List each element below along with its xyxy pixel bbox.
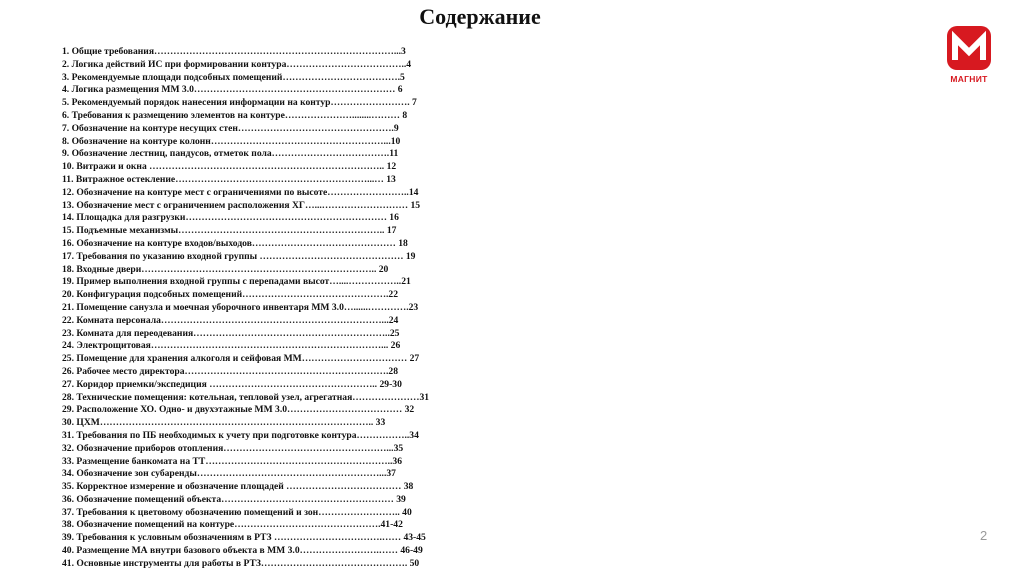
toc-entry: 41. Основные инструменты для работы в РТЗ………………………………………. 50 <box>62 557 420 569</box>
toc-entry: 35. Корректное измерение и обозначение площадей ……………………………… 38 <box>62 481 414 493</box>
toc-entry: 21. Помещение санузла и моечная уборочного инвентаря ММ 3.0…......………….23 <box>62 301 419 313</box>
page-number: 2 <box>980 528 988 543</box>
toc-entry: 5. Рекомендуемый порядок нанесения информации на контур……………………. 7 <box>62 97 417 109</box>
toc-entry: 14. Площадка для разгрузки……………………………………………………… 16 <box>62 212 399 224</box>
toc-entry: 13. Обозначение мест с ограничением расположения ХГ…...……………………… 15 <box>62 199 421 211</box>
toc-entry: 7. Обозначение на контуре несущих стен………………………………………….9 <box>62 122 399 134</box>
toc-entry: 40. Размещение МА внутри базового объекта в ММ 3.0…………………….…… 46-49 <box>62 545 423 557</box>
toc-entry: 16. Обозначение на контуре входов/выходов……………………………………… 18 <box>62 237 408 249</box>
toc-entry: 36. Обозначение помещений объекта……………………………………………… 39 <box>62 493 406 505</box>
toc-entry: 18. Входные двери……………………………………………………………….. 20 <box>62 263 389 275</box>
toc-entry: 38. Обозначение помещений на контуре……………………………………….41-42 <box>62 519 403 531</box>
toc-entry: 9. Обозначение лестниц, пандусов, отметок пола……………………………….11 <box>62 148 399 160</box>
toc-entry: 31. Требования по ПБ необходимых к учету при подготовке контура……………..34 <box>62 429 419 441</box>
toc-entry: 23. Комната для переодевания……………………………………………………..25 <box>62 327 400 339</box>
toc-entry: 28. Технические помещения: котельная, тепловой узел, агрегатная…………………31 <box>62 391 430 403</box>
toc-entry: 19. Пример выполнения входной группы с перепадами высот…....……………..21 <box>62 276 411 288</box>
toc-entry: 12. Обозначение на контуре мест с ограничениями по высоте……………………..14 <box>62 186 419 198</box>
toc-entry: 15. Подъемные механизмы……………………………………………………….. 17 <box>62 225 397 237</box>
toc-entry: 6. Требования к размещению элементов на контуре…………………........……… 8 <box>62 109 408 121</box>
toc-entry: 30. ЦХМ………………………………………………………………………….. 33 <box>62 417 386 429</box>
toc-entry: 29. Расположение ХО. Одно- и двухэтажные ММ 3.0……………………………… 32 <box>62 404 415 416</box>
magnit-logo <box>944 24 994 88</box>
toc-entry: 24. Электрощитовая………………………………………………………………... 26 <box>62 340 401 352</box>
toc-entry: 10. Витражи и окна ……………………………………………………………….. 12 <box>62 161 397 173</box>
toc-entry: 2. Логика действий ИС при формировании контура………………………………..4 <box>62 58 412 70</box>
toc-entry: 25. Помещение для хранения алкоголя и сейфовая ММ…………………………… 27 <box>62 353 420 365</box>
logo-text: МАГНИТ <box>950 74 988 84</box>
toc-entry: 34. Обозначение зон субаренды…………………………………………………...37 <box>62 468 396 480</box>
page-title: Содержание <box>419 4 541 29</box>
toc-entry: 22. Комната персонала……………………………………………………………...24 <box>62 314 399 326</box>
toc-entry: 39. Требования к условным обозначениям в РТЗ …………………………….…… 43-45 <box>62 532 426 544</box>
toc-entry: 1. Общие требования…………………………………………………………………...3 <box>62 46 406 57</box>
toc-entry: 33. Размещение банкомата на ТТ…………………………………………………..36 <box>62 455 403 467</box>
toc-entry: 11. Витражное остекление……………………………………………………...… 13 <box>62 173 396 185</box>
toc-entry: 4. Логика размещения ММ 3.0……………………………………………………… 6 <box>62 84 403 96</box>
toc-entry: 17. Требования по указанию входной группы ……………………………………… 19 <box>62 250 416 262</box>
toc-entry: 37. Требования к цветовому обозначению помещений и зон…………………….. 40 <box>62 506 412 518</box>
toc-entry: 27. Коридор приемки/экспедиция …………………………………………….. 29-30 <box>62 378 402 390</box>
toc-entry: 26. Рабочее место директора……………………………………………………….28 <box>62 365 399 377</box>
toc-entry: 32. Обозначение приборов отопления……………………………………………...35 <box>62 442 404 454</box>
toc-entry: 20. Конфигурация подсобных помещений……………………………………….22 <box>62 289 399 301</box>
table-of-contents <box>62 46 472 571</box>
toc-entry: 3. Рекомендуемые площади подсобных помещений……………………………….5 <box>62 71 405 83</box>
toc-entry: 8. Обозначение на контуре колонн………………………………………………...10 <box>62 135 401 147</box>
magnit-logo-icon <box>944 24 994 72</box>
